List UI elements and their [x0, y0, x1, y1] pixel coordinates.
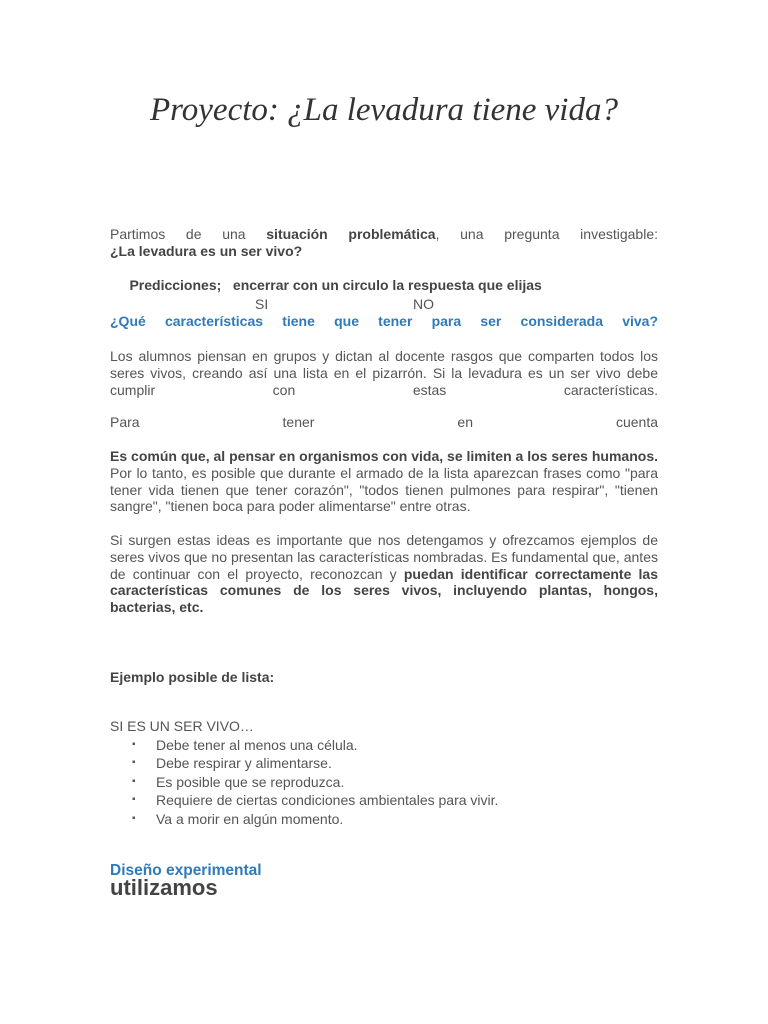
list-item: ▪ Va a morir en algún momento. [132, 810, 344, 827]
intro-question: ¿La levadura es un ser vivo? [110, 243, 303, 259]
characteristics-list [132, 736, 498, 828]
paragraph-es-comun [110, 448, 658, 515]
intro-text-c: , una pregunta investigable: [435, 226, 658, 242]
paragraph-si-surgen [110, 532, 658, 616]
list-item: ▪ Requiere de ciertas condiciones ambientales para vivir. [132, 792, 499, 809]
intro-text-a: Partimos de una [110, 226, 267, 242]
list-item: ▪ Es posible que se reproduzca. [132, 773, 345, 790]
answer-no: NO [413, 296, 434, 312]
square-bullet-icon: ▪ [132, 794, 136, 806]
ejemplo-heading: Ejemplo posible de lista: [110, 669, 275, 685]
diseno-experimental-heading: Diseño experimental [110, 862, 262, 879]
square-bullet-icon: ▪ [132, 757, 136, 769]
paragraph-alumnos: Los alumnos piensan en grupos y dictan al docente rasgos que comparten todos los seres vivos, creando así una lista en el pizarrón. Si la levadura es un ser vivo debe cumplir con estas características. [110, 348, 658, 398]
paragraph-es-comun-bold: Es común que, al pensar en organismos con vida, se limiten a los seres humanos. [110, 448, 658, 464]
paragraph-es-comun-rest: Por lo tanto, es posible que durante el armado de la lista aparezcan frases como "para tener vida tienen que tener corazón", "todos tienen pulmones para respirar", "tienen sangre", "tienen boca para poder alimentarse" entre otras. [110, 464, 658, 515]
intro-paragraph [110, 226, 658, 243]
utilizamos-heading: utilizamos [110, 875, 218, 900]
list-intro: SI ES UN SER VIVO… [110, 718, 254, 734]
para-tener-en-cuenta: Para tener en cuenta [110, 414, 658, 430]
paragraph-si-surgen-bold: puedan identificar correctamente las características comunes de los seres vivos, incluyendo plantas, hongos, bacterias, etc. [110, 565, 658, 616]
intro-text-bold: situación problemática [266, 226, 436, 242]
square-bullet-icon: ▪ [132, 775, 136, 787]
blue-question: ¿Qué características tiene que tener para ser considerada viva? [110, 313, 658, 329]
list-item: ▪ Debe respirar y alimentarse. [132, 755, 332, 772]
predicciones-line: Predicciones; encerrar con un circulo la respuesta que elijas [125, 276, 542, 293]
square-bullet-icon: ▪ [132, 812, 136, 824]
paragraph-si-surgen-text: Si surgen estas ideas es importante que nos detengamos y ofrezcamos ejemplos de seres vivos que no presentan las características nombradas. Es fundamental que, antes de continuar con el proyecto, reconozcan y [110, 532, 658, 582]
answer-si: SI [255, 296, 269, 312]
square-bullet-icon: ▪ [132, 739, 136, 750]
list-item: ▪ Debe tener al menos una célula. [132, 737, 358, 753]
page-title: Proyecto: ¿La levadura tiene vida? [150, 92, 618, 128]
